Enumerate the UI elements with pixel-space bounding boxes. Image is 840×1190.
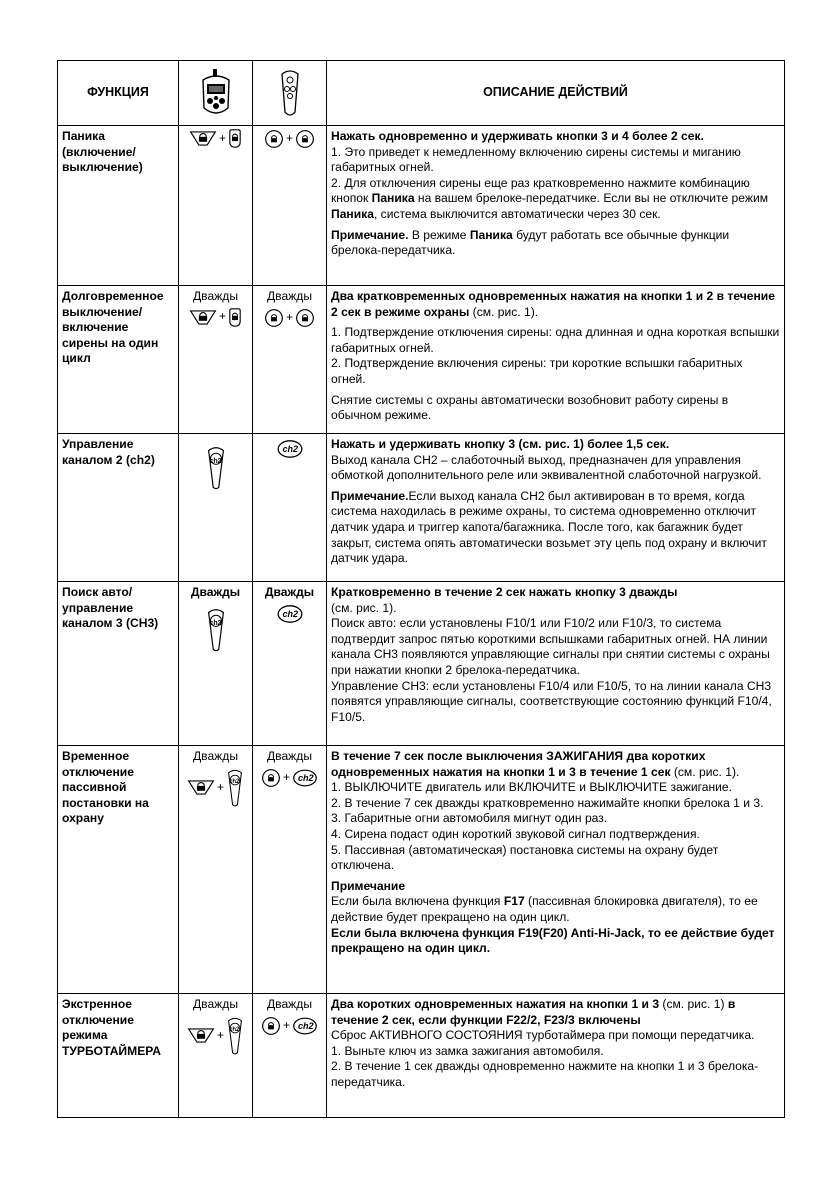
- ch2-key-label: ch2: [229, 1026, 240, 1033]
- description: [327, 746, 785, 994]
- two-way-lcd-remote-icon: [199, 68, 233, 118]
- desc-line: 1. Это приведет к немедленному включению сирены системы и миганию габаритных огней.: [331, 144, 741, 175]
- desc-note: Примечание.Если выход канала CH2 был активирован в то время, когда система находилась в режиме охраны, то система одновременно отключит датчик удара и триггер капота/багажника. После того, как багажник будет закрыт, система опять автоматически возьмет эту цепь под охрану и включит датчик удара.: [331, 488, 767, 566]
- desc-heading: Нажать одновременно и удерживать кнопки 3 и 4 более 2 сек.: [331, 129, 704, 143]
- desc-note-bold: Если была включена функция F19(F20) Anti-Hi-Jack, то ее действие будет прекращено на один цикл.: [331, 925, 775, 956]
- unlock-key-icon: [228, 129, 242, 148]
- round-key-icon: [264, 129, 284, 149]
- desc-line: Выход канала CH2 – слаботочный выход, предназначен для управления обмоткой дополнительного реле или эквивалентной слаботочной нагрузкой.: [331, 452, 762, 483]
- times-label: Дважды: [266, 997, 313, 1011]
- plus-sign: +: [285, 309, 293, 324]
- desc-note: Примечание. В режиме Паника будут работать все обычные функции брелока-передатчика.: [331, 227, 730, 258]
- remote1-combo: [179, 994, 253, 1118]
- function-name: Управление каналом 2 (ch2): [58, 434, 179, 582]
- plus-sign: +: [285, 131, 293, 146]
- desc-step: 5. Пассивная (автоматическая) постановка системы на охрану будет отключена.: [331, 842, 719, 873]
- ch2-key-label: ch2: [229, 778, 240, 785]
- remote1-combo: [179, 582, 253, 746]
- round-key-icon: [295, 129, 315, 149]
- plus-sign: +: [218, 130, 226, 145]
- header-description: ОПИСАНИЕ ДЕЙСТВИЙ: [327, 61, 785, 126]
- ch2-key-label: ch2: [282, 608, 299, 619]
- table-row: [58, 994, 785, 1118]
- remote2-combo: [253, 994, 327, 1118]
- times-label: Дважды: [192, 997, 239, 1011]
- table-row: [58, 746, 785, 994]
- function-name: Долговременное выключение/включение сирены на один цикл: [58, 286, 179, 434]
- remote1-combo: [179, 434, 253, 582]
- plus-sign: +: [216, 1027, 224, 1042]
- lock-key-icon: [189, 309, 217, 326]
- round-key-icon: [261, 1016, 281, 1036]
- table-row: [58, 582, 785, 746]
- table-row: [58, 286, 785, 434]
- desc-line: Поиск авто: если установлены F10/1 или F10/2 или F10/3, то система подтвердит запрос пятью короткими вспышками габаритных огней. НА линии канала CH3 появляются управляющие сигналы при снятии системы с охраны при нажатии кнопки 2 брелока-передатчика.: [331, 616, 770, 677]
- times-label: Дважды: [266, 749, 313, 763]
- function-name: Экстренное отключение режима ТУРБОТАЙМЕРА: [58, 994, 179, 1118]
- desc-line: Снятие системы с охраны автоматически возобновит работу сирены в обычном режиме.: [331, 392, 729, 423]
- description: [327, 126, 785, 286]
- times-label: Дважды: [192, 289, 239, 303]
- lock-key-icon: [189, 130, 217, 147]
- desc-line: 2. Подтверждение включения сирены: три короткие вспышки габаритных огней.: [331, 356, 743, 386]
- function-name: Паника (включение/ выключение): [58, 126, 179, 286]
- desc-line: (см. рис. 1).: [331, 600, 397, 615]
- header-remote1: [179, 61, 253, 126]
- description: [327, 994, 785, 1118]
- desc-step: 1. Выньте ключ из замка зажигания автомобиля.: [331, 1043, 604, 1058]
- ch2-key-label: ch2: [209, 619, 222, 627]
- desc-step: 3. Габаритные огни автомобиля мигнут один раз.: [331, 811, 608, 826]
- desc-step: 1. ВЫКЛЮЧИТЕ двигатель или ВКЛЮЧИТЕ и ВЫКЛЮЧИТЕ зажигание.: [331, 780, 732, 795]
- ch2-key-label: ch2: [282, 444, 299, 454]
- plus-sign: +: [282, 1017, 290, 1032]
- remote1-combo: [179, 126, 253, 286]
- function-name: Поиск авто/ управление каналом 3 (CH3): [58, 582, 179, 746]
- remote1-combo: [179, 286, 253, 434]
- desc-line: Сброс АКТИВНОГО СОСТОЯНИЯ турботаймера при помощи передатчика.: [331, 1028, 755, 1043]
- remote2-combo: [253, 434, 327, 582]
- table-row: [58, 126, 785, 286]
- round-key-icon: [295, 308, 315, 328]
- desc-heading: Два коротких одновременных нажатия на кнопки 1 и 3 (см. рис. 1) в течение 2 сек, если функции F22/2, F23/3 включены: [331, 997, 736, 1027]
- desc-line: 1. Подтверждение отключения сирены: одна длинная и одна короткая вспышки габаритных огней.: [331, 325, 780, 355]
- ch2-key-label: ch2: [209, 458, 222, 465]
- plus-sign: +: [282, 769, 290, 784]
- ch2-key-label: ch2: [298, 772, 314, 783]
- remote2-combo: [253, 126, 327, 286]
- desc-step: 2. В течение 1 сек дважды одновременно нажмите на кнопки 1 и 3 брелока-передатчика.: [331, 1059, 759, 1089]
- times-label: Дважды: [190, 585, 241, 599]
- unlock-key-icon: [228, 308, 242, 327]
- header-remote2: [253, 61, 327, 126]
- remote2-combo: [253, 582, 327, 746]
- plus-sign: +: [218, 309, 226, 324]
- description: [327, 286, 785, 434]
- round-key-icon: [264, 308, 284, 328]
- remote2-combo: [253, 746, 327, 994]
- desc-heading: Два кратковременных одновременных нажатия на кнопки 1 и 2 в течение 2 сек в режиме охраны (см. рис. 1).: [331, 289, 775, 319]
- desc-step: 2. В течение 7 сек дважды кратковременно нажимайте кнопки брелока 1 и 3.: [331, 795, 764, 810]
- one-way-remote-icon: [279, 68, 301, 118]
- remote1-combo: [179, 746, 253, 994]
- times-label: Дважды: [192, 749, 239, 763]
- desc-step: 4. Сирена подаст один короткий звуковой сигнал подтверждения.: [331, 826, 700, 841]
- desc-heading: В течение 7 сек после выключения ЗАЖИГАНИЯ два коротких одновременных нажатия на кнопки 1 и 3 в течение 1 сек (см. рис. 1).: [331, 749, 740, 779]
- lock-key-icon: [187, 1027, 215, 1044]
- ch2-key-label: ch2: [298, 1020, 314, 1031]
- header-function: ФУНКЦИЯ: [58, 61, 179, 126]
- desc-line: Управление CH3: если установлены F10/4 или F10/5, то на линии канала CH3 появятся управляющие сигналы, соответствующие состоянию функций F10/4, F10/5.: [331, 678, 772, 724]
- header-row: [58, 61, 785, 126]
- desc-heading: Кратковременно в течение 2 сек нажать кнопку 3 дважды: [331, 585, 678, 599]
- function-name: Временное отключение пассивной постановки на охрану: [58, 746, 179, 994]
- plus-sign: +: [216, 779, 224, 794]
- table-row: [58, 434, 785, 582]
- remote2-combo: [253, 286, 327, 434]
- desc-note: Если была включена функция F17 (пассивная блокировка двигателя), то ее действие будет прекращено на один цикл.: [331, 894, 758, 924]
- desc-line: 2. Для отключения сирены еще раз кратковременно нажмите комбинацию кнопок Паника на вашем брелоке-передатчике. Если вы не отключите режим Паника, система выключится автоматически через 30 сек.: [331, 175, 769, 221]
- functions-table: [57, 60, 785, 1118]
- description: [327, 582, 785, 746]
- round-key-icon: [261, 768, 281, 788]
- times-label: Дважды: [264, 585, 315, 599]
- lock-key-icon: [187, 779, 215, 796]
- desc-note-label: Примечание: [331, 878, 406, 893]
- desc-heading: Нажать и удерживать кнопку 3 (см. рис. 1) более 1,5 сек.: [331, 437, 670, 451]
- times-label: Дважды: [266, 289, 313, 303]
- description: [327, 434, 785, 582]
